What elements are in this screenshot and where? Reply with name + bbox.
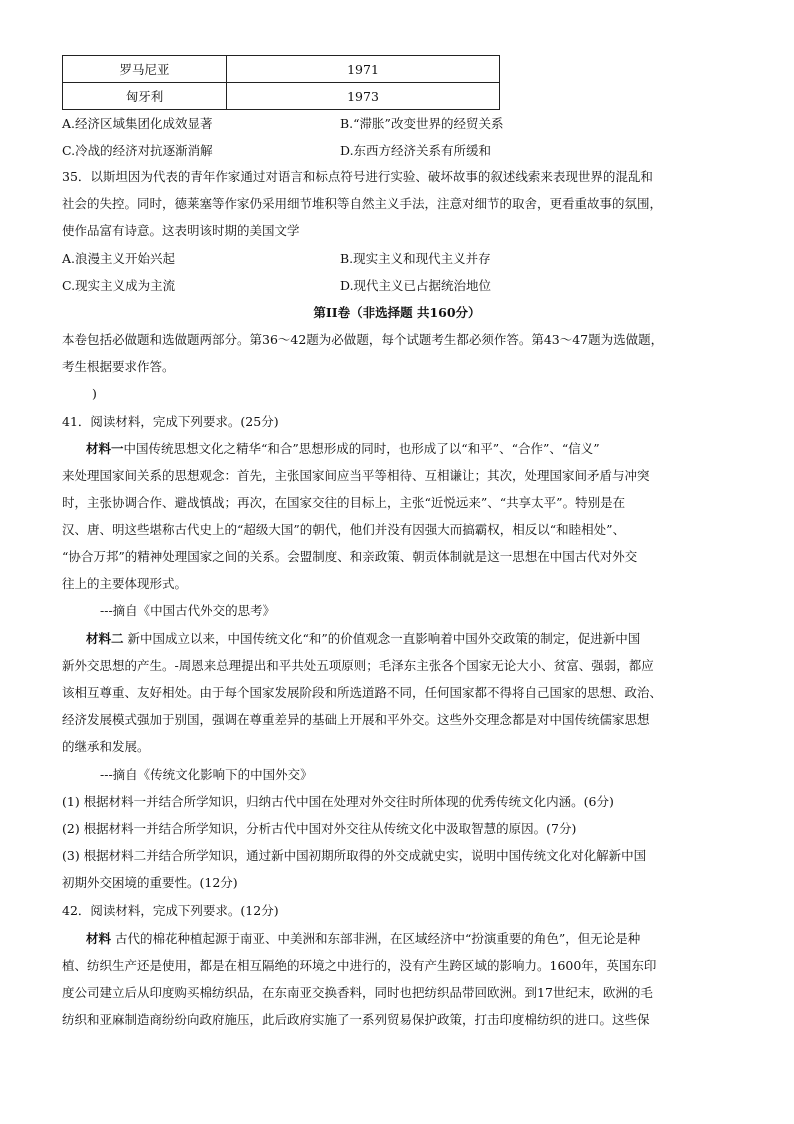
q41-material2-line: 的继承和发展。	[62, 739, 150, 754]
section-intro-line: 本卷包括必做题和选做题两部分。第36～42题为必做题，每个试题考生都必须作答。第43～47题为选做题，	[62, 332, 664, 347]
q41-subquestion-1: (1) 根据材料一并结合所学知识，归纳古代中国在处理对外交往时所体现的优秀传统文化内涵。(6分)	[62, 794, 614, 809]
country-year-table	[62, 55, 500, 110]
q41-material1-line: “协合万邦”的精神处理国家之间的关系。会盟制度、和亲政策、朝贡体制就是这一思想在中国古代对外交	[62, 549, 638, 564]
q35-stem-line: 使作品富有诗意。这表明该时期的美国文学	[62, 223, 300, 238]
q42-header: 42．阅读材料，完成下列要求。(12分)	[62, 903, 279, 918]
table-cell-country: 匈牙利	[63, 83, 227, 110]
q41-subquestion-2: (2) 根据材料一并结合所学知识，分析古代中国对外交往从传统文化中汲取智慧的原因。(7分)	[62, 821, 577, 836]
section-intro-line: 考生根据要求作答。	[62, 359, 175, 374]
table-cell-year: 1971	[227, 56, 500, 83]
material-text: 古代的棉花种植起源于南亚、中美洲和东部非洲，在区域经济中“扮演重要的角色”，但无论是种	[111, 931, 641, 946]
material-text: 中国传统思想文化之精华“和合”思想形成的同时，也形成了以“和平”、“合作”、“信义”	[123, 441, 600, 456]
q35-stem-line: 35．以斯坦因为代表的青年作家通过对语言和标点符号进行实验、破坏故事的叙述线索来表现世界的混乱和	[62, 169, 653, 184]
q41-material2-line: 新外交思想的产生。-周恩来总理提出和平共处五项原则；毛泽东主张各个国家无论大小、贫富、强弱，都应	[62, 658, 654, 673]
q41-subquestion-3: (3) 根据材料二并结合所学知识，通过新中国初期所取得的外交成就史实，说明中国传统文化对化解新中国	[62, 848, 647, 863]
material-label: 材料二	[86, 631, 124, 646]
q42-material-line: 度公司建立后从印度购买棉纺织品，在东南亚交换香料，同时也把纺织品带回欧洲。到17世纪末，欧洲的毛	[62, 985, 653, 1000]
material-label: 材料一	[86, 441, 124, 456]
q35-option-c: C.现实主义成为主流	[62, 278, 176, 293]
table-row	[63, 83, 500, 110]
q41-material2-line: 经济发展模式强加于别国，强调在尊重差异的基础上开展和平外交。这些外交理念都是对中国传统儒家思想	[62, 712, 650, 727]
q35-option-a: A.浪漫主义开始兴起	[62, 251, 176, 266]
q41-material1-line: 汉、唐、明这些堪称古代史上的“超级大国”的朝代，他们并没有因强大而搞霸权，相反以“和睦相处”、	[62, 522, 626, 537]
section-title: 第II卷（非选择题 共160分）	[313, 305, 481, 320]
q41-material1-line: 来处理国家间关系的思想观念：首先，主张国家间应当平等相待、互相谦让；其次，处理国家间矛盾与冲突	[62, 468, 650, 483]
q41-material2-line: 该相互尊重、友好相处。由于每个国家发展阶段和所选道路不同，任何国家都不得将自己国家的思想、政治、	[62, 685, 663, 700]
q42-material-first-line	[86, 929, 640, 949]
table-cell-year: 1973	[227, 83, 500, 110]
q41-material2-source: ---摘自《传统文化影响下的中国外交》	[100, 767, 313, 782]
q42-material-line: 纺织和亚麻制造商纷纷向政府施压，此后政府实施了一系列贸易保护政策，打击印度棉纺织的进口。这些保	[62, 1012, 650, 1027]
q42-material-line: 植、纺织生产还是使用，都是在相互隔绝的环境之中进行的，没有产生跨区域的影响力。1600年，英国东印	[62, 958, 657, 973]
table-row	[63, 56, 500, 83]
q34-option-d: D.东西方经济关系有所缓和	[340, 143, 492, 158]
q41-material1-source: ---摘自《中国古代外交的思考》	[100, 603, 276, 618]
table-cell-country: 罗马尼亚	[63, 56, 227, 83]
q34-option-a: A.经济区域集团化成效显著	[62, 116, 213, 131]
q35-option-b: B.现实主义和现代主义并存	[340, 251, 491, 266]
material-text: 新中国成立以来，中国传统文化“和”的价值观念一直影响着中国外交政策的制定，促进新中国	[127, 631, 641, 646]
q41-subquestion-3-cont: 初期外交困境的重要性。(12分)	[62, 875, 238, 890]
q41-material1-line: 往上的主要体现形式。	[62, 576, 188, 591]
q35-option-d: D.现代主义已占据统治地位	[340, 278, 492, 293]
q34-option-b: B.“滞胀”改变世界的经贸关系	[340, 116, 504, 131]
q41-header: 41．阅读材料，完成下列要求。(25分)	[62, 414, 279, 429]
q41-material1-first-line	[86, 439, 600, 459]
stray-mark: )	[92, 386, 97, 401]
q34-option-c: C.冷战的经济对抗逐渐消解	[62, 143, 213, 158]
q41-material2-first-line	[86, 629, 640, 649]
q41-material1-line: 时，主张协调合作、避战慎战；再次，在国家交往的目标上，主张“近悦远来”、“共享太平”。特别是在	[62, 495, 626, 510]
q35-stem-line: 社会的失控。同时，德莱塞等作家仍采用细节堆积等自然主义手法，注意对细节的取舍，更看重故事的氛围，	[62, 196, 663, 211]
material-label: 材料	[86, 931, 112, 946]
